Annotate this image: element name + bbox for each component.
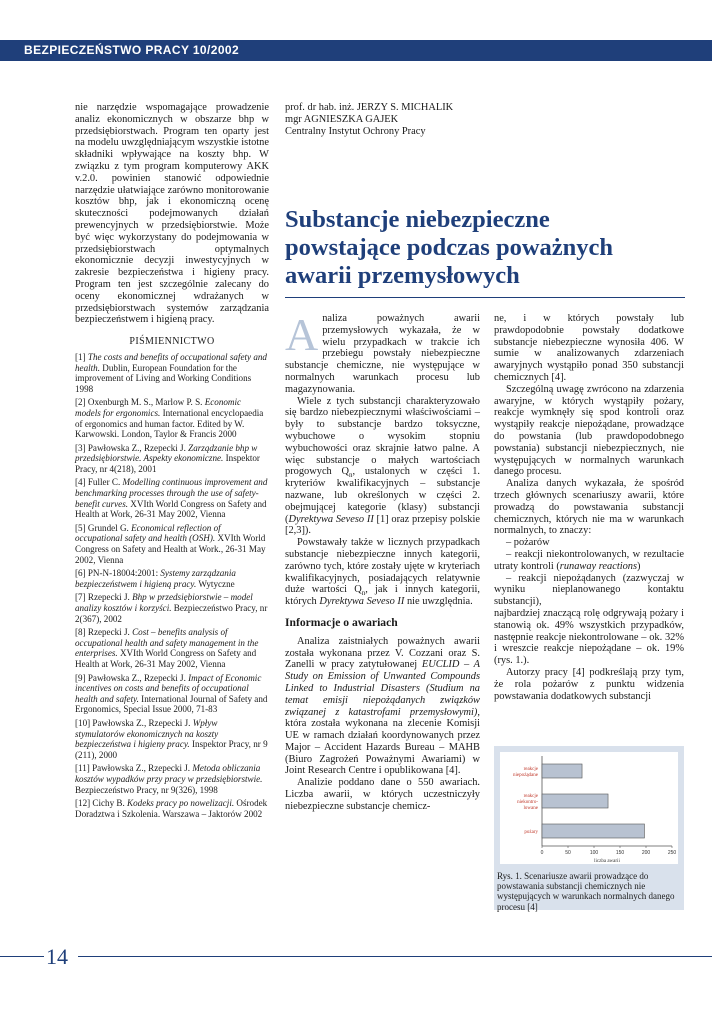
reference-item: [7] Rzepecki J. Bhp w przedsiębiorstwie – model analizy kosztów i korzyści. Bezpieczeństwo Pracy, nr 2(367), 2002 <box>75 592 268 624</box>
footer-rule-right <box>78 956 712 957</box>
reference-item: [12] Cichy B. Kodeks pracy po nowelizacji. Ośrodek Doradztwa i Szkolenia. Warszawa – Jaktorów 2002 <box>75 798 268 819</box>
chart-panel <box>500 752 678 864</box>
bar <box>542 794 608 808</box>
journal-header: BEZPIECZEŃSTWO PRACY 10/2002 <box>24 43 240 57</box>
paragraph-5: Analizie poddano dane o 550 awariach. Liczba awarii, w których uczestniczyły niebezpieczne substancje chemicz- <box>285 777 480 812</box>
title-line-3: awarii przemysłowych <box>285 262 520 289</box>
authors-block <box>285 102 585 138</box>
x-tick-label: 50 <box>565 850 571 856</box>
left-column <box>75 102 269 822</box>
paragraph-1: ne, i w których powstały lub prawdopodobnie powstały dodatkowe substancje niebezpieczne wynosiła 406. W sumie w analizowanych zdarzeniach awaryjnych wystąpiło ponad 350 substancji chemicznych [4]. <box>494 313 684 383</box>
reference-item: [9] Pawłowska Z., Rzepecki J. Impact of Economic incentives on costs and benefits of occupational health and safety. International Journal of Safety and Ergonomics, Special Issue 2000, 71-83 <box>75 672 268 715</box>
x-tick-label: 200 <box>641 850 651 856</box>
reference-item: [11] Pawłowska Z., Rzepecki J. Metoda obliczania kosztów wypadków przy pracy w przedsiębiorstwie. Bezpieczeństwo Pracy, nr 9(326), 1998 <box>75 763 263 795</box>
x-tick-label: 150 <box>615 850 625 856</box>
paragraph-5: Autorzy pracy [4] podkreślają przy tym, że rola pożarów z punktu widzenia powstawania dodatkowych substancji <box>494 666 684 702</box>
reference-item: [2] Oxenburgh M. S., Marlow P. S. Economic models for ergonomics. International encyclopaedia of ergonomics and human factor. Edited by W. Karwowski. London, Taylor & Francis 2000 <box>75 397 264 440</box>
reference-item: [4] Fuller C. Modelling continuous improvement and benchmarking processes through the use of safety-benefit curves. XVIth World Congress on Safety and Health at Work, 26-31 May 2002, Vienna <box>75 477 268 520</box>
bar <box>542 824 644 838</box>
list-item: – pożarów <box>506 537 550 549</box>
paragraph-3: Analiza danych wykazała, że spośród trzech głównych scenariuszy awarii, które prowadzą do powstawania substancji chemicznych, których nie ma w warunkach normalnych, to znaczy: <box>494 478 684 537</box>
category-label: lowane <box>523 806 538 811</box>
intro-paragraph: nie narzędzie wspomagające prowadzenie analiz ekonomicznych w obszarze bhp w przedsiębiorstwach. Program ten oparty jest na modelu uwzględniającym wszystkie istotne składniki wpływające na koszty bhp. W związku z tym program komputerowy AKK v.2.0. powinien stanowić odpowiednie narzędzie ułatwiające zarówno monitorowanie kosztów bhp, jak i ekonomiczną ocenę skuteczności podejmowanych działań prewencyjnych w przedsiębiorstwie. Może być więc wykorzystany do podejmowania w przedsiębiorstwach optymalnych ekonomicznie decyzji inwestycyjnych w zakresie bezpieczeństwa i higieny pracy. Program ten jest szczególnie zalecany do oceny ekonomicznej wdrażanych w przedsiębiorstwach systemów zarządzania bezpieczeństwem i higieną pracy. <box>75 102 269 326</box>
reference-item: [6] PN-N-18004:2001: Systemy zarządzania bezpieczeństwem i higieną pracy. Wytyczne <box>75 568 236 589</box>
title-rule <box>285 297 685 298</box>
bar-chart <box>500 752 678 864</box>
section-heading: Informacje o awariach <box>285 615 398 629</box>
category-label: pożary <box>524 830 538 835</box>
author-2: mgr AGNIESZKA GAJEK <box>285 114 399 125</box>
title-line-2: powstające podczas poważnych <box>285 234 614 261</box>
reference-item: [3] Pawłowska Z., Rzepecki J. Zarządzanie bhp w przedsiębiorstwie. Aspekty ekonomiczne. Inspektor Pracy, nr 4(218), 2001 <box>75 442 260 474</box>
x-axis-label: liczba awarii <box>594 859 620 864</box>
bar <box>542 764 582 778</box>
affiliation: Centralny Instytut Ochrony Pracy <box>285 126 426 137</box>
list-item: – reakcji niekontrolowanych, w rezultacie utraty kontroli (runaway reactions) <box>494 548 684 572</box>
paragraph-2: Szczególną uwagę zwrócono na zdarzenia awaryjne, w których wystąpiły pożary, reakcje wymknęły się spod kontroli oraz wystąpiły reakcje niepożądane, prowadzące do powstania (lub prawdopodobnego powstania) substancji niebezpiecznych, nie występujących w normalnych warunkach danego procesu. <box>494 383 684 478</box>
reference-item: [1] The costs and benefits of occupational safety and health. Dublin, European Foundation for the improvement of Living and Working Conditions 1998 <box>75 351 267 394</box>
list-item: – reakcji niepożądanych (zazwyczaj w wyniku nieplanowanego kontaktu substancji), <box>494 572 684 608</box>
references-title: PIŚMIENNICTWO <box>129 336 215 348</box>
x-tick-label: 100 <box>589 850 599 856</box>
x-tick-label: 0 <box>540 850 544 856</box>
footer-rule-left <box>0 956 44 957</box>
author-1: prof. dr hab. inż. JERZY S. MICHALIK <box>285 102 454 113</box>
x-tick-label: 250 <box>667 850 677 856</box>
middle-column <box>285 309 480 813</box>
title-line-1: Substancje niebezpieczne <box>285 206 550 233</box>
figure-caption: Rys. 1. Scenariusze awarii prowadzące do powstawania substancji chemicznych nie występujących w warunkach normalnych danego procesu [4] <box>497 871 675 912</box>
right-column <box>494 313 684 702</box>
paragraph-3: Powstawały także w licznych przypadkach substancje niebezpieczne innych kategorii, zarówno tych, które zostały ujęte w kryteriach kwalifikacyjnych, posiadających relatywnie duże wartości $Q_n$, jak i innych kategorii, których Dyrektywa Seveso II nie uwzględnia. <box>285 537 480 608</box>
page-number: 14 <box>46 944 68 969</box>
drop-cap: A <box>285 309 319 360</box>
reference-item: [5] Grundel G. Economical reflection of occupational safety and health (OSH). XVIth World Congress on Safety and Health at Work., 26-31 May 2002, Vienna <box>75 522 266 565</box>
category-label: reakcje <box>523 794 538 799</box>
paragraph-4: najbardziej znaczącą rolę odgrywają pożary i stanowią ok. 49% wszystkich przypadków, następnie reakcje niekontrolowane – ok. 32% i wreszcie reakcje niepożądane – ok. 19% (rys. 1.). <box>494 607 684 667</box>
reference-item: [10] Pawłowska Z., Rzepecki J. Wpływ stymulatorów ekonomicznych na koszty bezpieczeństwa i higieny pracy. Inspektor Pracy, nr 9 (211), 2000 <box>75 717 268 760</box>
category-label: niepożądane <box>513 773 538 778</box>
paragraph-2: Wiele z tych substancji charakteryzowało się bardzo niebezpiecznymi właściwościami – były to substancje bardzo toksyczne, wybuchowe o wysokim stopniu wybuchowości oraz skrajnie łatwo palne. A więc substancje o małych wartościach progowych $Q_n$, ustalonych w części 1. kryteriów kwalifikacyjnych – substancje nazwane, lub określonych w części 2. obejmującej kategorie (klasy) substancji (Dyrektywa Seveso II [1] oraz przepisy polskie [2,3]). <box>285 395 480 537</box>
article-title <box>285 206 685 290</box>
references-list <box>75 352 269 819</box>
paragraph-1: Analiza poważnych awarii przemysłowych wykazała, że w wielu przypadkach w trakcie ich przebiegu powstały niebezpieczne substancje chemiczne, nie występujące w normalnych warunkach procesu lub magazynowania. <box>285 309 480 395</box>
category-label: niekontro- <box>517 800 538 805</box>
paragraph-4: Analiza zaistniałych poważnych awarii została wykonana przez V. Cozzani oraz S. Zanelli w pracy zatytułowanej EUCLID – A Study on Emission of Unwanted Compounds Linked to Industrial Disasters (Studium na temat emisji niepożądanych związków związanej z katastrofami przemysłowymi), która została wykonana na zlecenie Komisji UE w ramach działań koordynowanych przez Major – Accident Hazards Bureau – MAHB (Biuro Zagrożeń Poważnymi Awariami) w Joint Research Centre i opublikowana [4]. <box>285 635 480 777</box>
reference-item: [8] Rzepecki J. Cost – benefits analysis of occupational health and safety management in the enterprises. XVIth World Congress on Safety and Health at Work, 26-31 May 2002, Vienna <box>75 627 259 669</box>
category-label: reakcje <box>523 767 538 772</box>
